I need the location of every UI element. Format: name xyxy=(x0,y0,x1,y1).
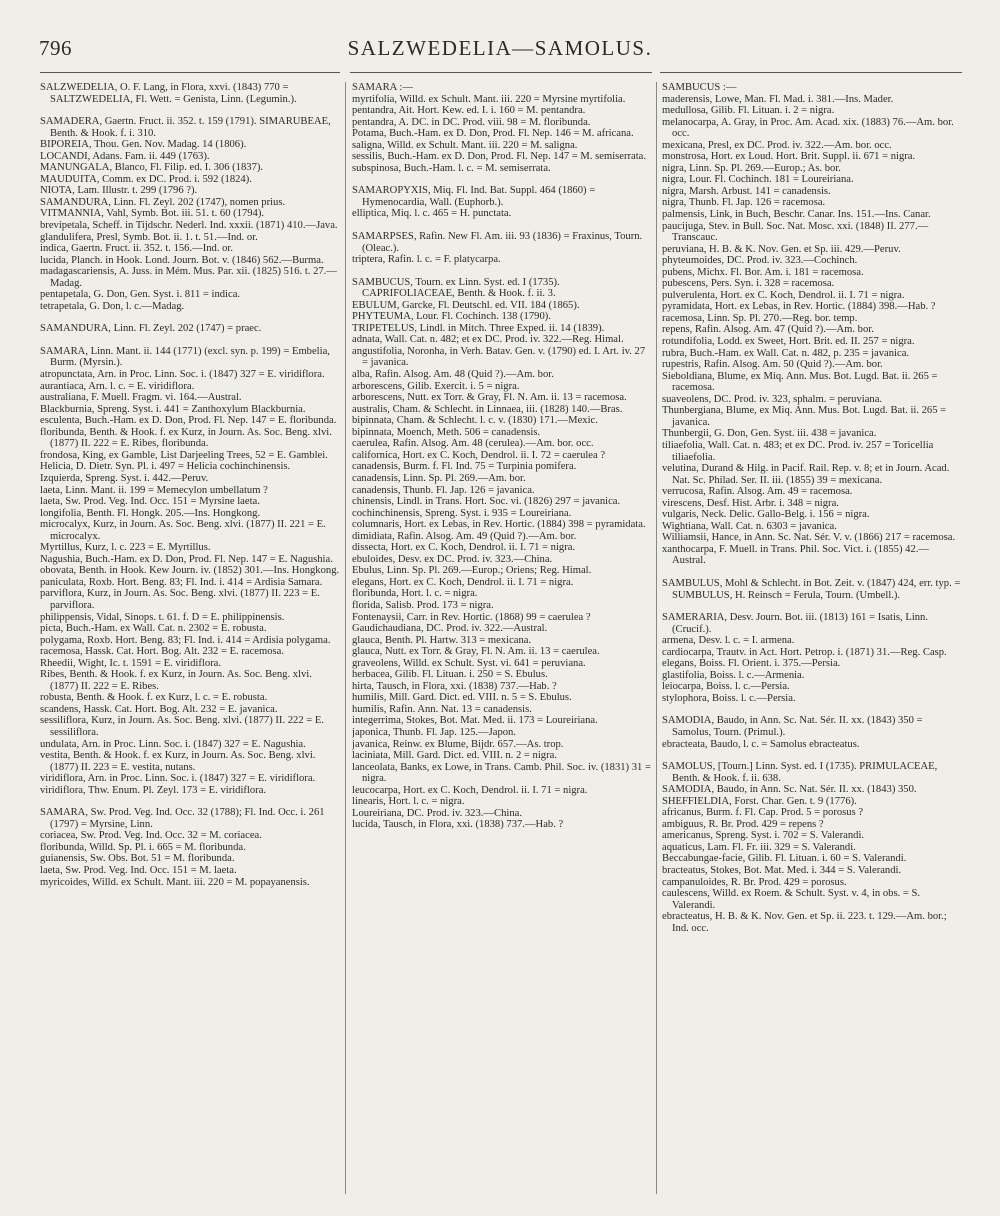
entry-line: indica, Gaertn. Fruct. ii. 352. t. 156.—Ind. or. xyxy=(40,243,234,255)
entry-line: palmensis, Link, in Buch, Beschr. Canar. Ins. 151.—Ins. Canar. xyxy=(662,209,931,221)
entry-line: EBULUM, Garcke, Fl. Deutschl. ed. VII. 184 (1865). xyxy=(352,299,580,311)
entry-line: paucijuga, Stev. in Bull. Soc. Nat. Mosc. xxi. (1848) II. 277.—Transcauc. xyxy=(662,220,929,244)
entry-line: picta, Buch.-Ham. ex Wall. Cat. n. 2302 = E. robusta. xyxy=(40,623,267,635)
entry-line: pentapetala, G. Don, Gen. Syst. i. 811 = indica. xyxy=(40,289,241,301)
entry-line: Izquierda, Spreng. Syst. i. 442.—Peruv. xyxy=(40,472,209,484)
entry-headword-line: SAMBUCUS :— xyxy=(662,82,737,93)
entry-line: bipinnata, Moench, Meth. 506 = canadensis. xyxy=(352,426,541,438)
entry-line: obovata, Benth. in Hook. Kew Journ. iv. (1852) 301.—Ins. Hongkong. xyxy=(40,565,340,577)
entry-headword-line: SAMERARIA, Desv. Journ. Bot. iii. (1813) 161 = Isatis, Linn. (Crucif.). xyxy=(662,612,929,635)
entry-line: australiana, F. Muell. Fragm. vi. 164.—Austral. xyxy=(40,392,242,404)
entry-line: Rheedii, Wight, Ic. t. 1591 = E. viridiflora. xyxy=(40,657,221,669)
entry-headword-line: SAMANDURA, Linn. Fl. Zeyl. 202 (1747) = praec. xyxy=(40,323,262,335)
entry-line: canadensis, Linn. Sp. Pl. 269.—Am. bor. xyxy=(352,472,526,484)
entry-line: lucida, Planch. in Hook. Lond. Journ. Bot. v. (1846) 562.—Burma. xyxy=(40,254,324,266)
entry-line: Nagushia, Buch.-Ham. ex D. Don, Prod. Fl. Nep. 147 = E. Nagushia. xyxy=(40,553,333,565)
entry-line: Wightiana, Wall. Cat. n. 6303 = javanica. xyxy=(662,520,837,532)
entry-line: javanica, Reinw. ex Blume, Bijdr. 657.—As. trop. xyxy=(352,738,564,750)
dictionary-entry xyxy=(662,82,962,567)
dictionary-entry xyxy=(40,323,340,335)
entry-line: nigra, Linn. Sp. Pl. 269.—Europ.; As. bor. xyxy=(662,162,841,174)
entry-line: arborescens, Nutt. ex Torr. & Gray, Fl. N. Am. ii. 13 = racemosa. xyxy=(352,392,627,404)
entry-line: stylophora, Boiss. l. c.—Persia. xyxy=(662,692,796,704)
entry-line: herbacea, Gilib. Fl. Lituan. i. 250 = S. Ebulus. xyxy=(352,669,548,681)
entry-line: Helicia, D. Dietr. Syn. Pl. i. 497 = Helicia cochinchinensis. xyxy=(40,461,291,473)
entry-line: velutina, Durand & Hilg. in Pacif. Rail. Rep. v. 8; et in Journ. Acad. Nat. Sc. Philad. Ser. II. iii. (1855) 39 = mexicana. xyxy=(662,463,950,486)
entry-line: humilis, Rafin. Ann. Nat. 13 = canadensis. xyxy=(352,703,532,715)
entry-line: elliptica, Miq. l. c. 465 = H. punctata. xyxy=(352,208,512,220)
entry-line: pubens, Michx. Fl. Bor. Am. i. 181 = racemosa. xyxy=(662,266,864,278)
text-column-right xyxy=(662,82,962,1202)
entry-line: californica, Hort. ex C. Koch, Dendrol. ii. I. 72 = caerulea ? xyxy=(352,449,606,461)
entry-headword-line: SAMBUCUS, Tourn. ex Linn. Syst. ed. I (1735). CAPRIFOLIACEAE, Benth. & Hook. f. ii. 3. xyxy=(352,276,560,300)
entry-headword-line: SALZWEDELIA, O. F. Lang, in Flora, xxvi. (1843) 770 = SALTZWEDELIA, Fl. Wett. = Genista, Linn. (Legumin.). xyxy=(40,82,297,105)
entry-line: polygama, Roxb. Hort. Beng. 83; Fl. Ind. i. 414 = Ardisia polygama. xyxy=(40,634,331,646)
entry-line: coriacea, Sw. Prod. Veg. Ind. Occ. 32 = M. coriacea. xyxy=(40,830,262,842)
entry-line: Thunbergiana, Blume, ex Miq. Ann. Mus. Bot. Lugd. Bat. ii. 265 = javanica. xyxy=(662,405,947,428)
entry-line: Blackburnia, Spreng. Syst. i. 441 = Zanthoxylum Blackburnia. xyxy=(40,403,306,415)
entry-line: tetrapetala, G. Don, l. c.—Madag. xyxy=(40,300,185,312)
entry-line: glastifolia, Boiss. l. c.—Armenia. xyxy=(662,669,805,681)
entry-line: SHEFFIELDIA, Forst. Char. Gen. t. 9 (1776). xyxy=(662,795,857,807)
entry-line: glandulifera, Presl, Symb. Bot. ii. 1. t. 51.—Ind. or. xyxy=(40,231,258,243)
entry-line: Potama, Buch.-Ham. ex D. Don, Prod. Fl. Nep. 146 = M. africana. xyxy=(352,128,634,140)
entry-headword-line: SAMARA, Sw. Prod. Veg. Ind. Occ. 32 (1788); Fl. Ind. Occ. i. 261 (1797) = Myrsine, Linn. xyxy=(40,807,325,830)
entry-line: ebracteata, Baudo, l. c. = Samolus ebracteatus. xyxy=(662,738,860,750)
entry-line: vestita, Benth. & Hook. f. ex Kurz, in Journ. As. Soc. Beng. xlvi. (1877) II. 223 = E. vestita, nutans. xyxy=(40,750,316,773)
entry-line: lucida, Tausch, in Flora, xxi. (1838) 737.—Hab. ? xyxy=(352,819,564,831)
entry-line: suaveolens, DC. Prod. iv. 323, sphalm. = peruviana. xyxy=(662,393,883,405)
entry-line: graveolens, Willd. ex Schult. Syst. vi. 641 = peruviana. xyxy=(352,657,586,669)
entry-line: MANUNGALA, Blanco, Fl. Filip. ed. I. 306 (1837). xyxy=(40,162,264,174)
entry-line: medullosa, Gilib. Fl. Lituan. i. 2 = nigra. xyxy=(662,105,835,117)
entry-line: subspinosa, Buch.-Ham. l. c. = M. semiserrata. xyxy=(352,162,551,174)
dictionary-entry xyxy=(352,277,652,831)
entry-line: racemosa, Hassk. Cat. Hort. Bog. Alt. 232 = E. racemosa. xyxy=(40,646,284,658)
entry-line: LOCANDI, Adans. Fam. ii. 449 (1763). xyxy=(40,150,210,162)
entry-line: viridiflora, Arn. in Proc. Linn. Soc. i. (1847) 327 = E. viridiflora. xyxy=(40,773,316,785)
column-divider-2 xyxy=(656,82,657,1194)
entry-line: triptera, Rafin. l. c. = F. platycarpa. xyxy=(352,254,501,266)
entry-line: pubescens, Pers. Syn. i. 328 = racemosa. xyxy=(662,278,835,290)
entry-line: brevipetala, Scheff. in Tijdschr. Nederl. Ind. xxxii. (1871) 410.—Java. xyxy=(40,220,338,232)
entry-headword-line: SAMBULUS, Mohl & Schlecht. in Bot. Zeit. v. (1847) 424, err. typ. = SUMBULUS, H. Reinsch = Ferula, Tourn. (Umbell.). xyxy=(662,577,961,601)
entry-line: japonica, Thunb. Fl. Jap. 125.—Japon. xyxy=(352,726,516,738)
entry-line: parviflora, Kurz, in Journ. As. Soc. Beng. xlvi. (1877) II. 223 = E. parviflora. xyxy=(40,588,320,611)
page-title: SALZWEDELIA—SAMOLUS. xyxy=(347,36,653,60)
entry-line: laciniata, Mill. Gard. Dict. ed. VIII. n. 2 = nigra. xyxy=(352,750,557,762)
entry-line: SAMODIA, Baudo, in Ann. Sc. Nat. Sér. II. xx. (1843) 350. xyxy=(662,784,917,796)
entry-line: florida, Salisb. Prod. 173 = nigra. xyxy=(352,599,494,611)
entry-line: microcalyx, Kurz, in Journ. As. Soc. Beng. xlvi. (1877) II. 221 = E. microcalyx. xyxy=(40,519,326,542)
entry-line: rubra, Buch.-Ham. ex Wall. Cat. n. 482, p. 235 = javanica. xyxy=(662,347,910,359)
entry-line: TRIPETELUS, Lindl. in Mitch. Three Exped. ii. 14 (1839). xyxy=(352,322,605,334)
entry-line: pulverulenta, Hort. ex C. Koch, Dendrol. ii. I. 71 = nigra. xyxy=(662,289,905,301)
entry-line: campanuloides, R. Br. Prod. 429 = porosus. xyxy=(662,876,847,888)
entry-line: aurantiaca, Arn. l. c. = E. viridiflora. xyxy=(40,380,195,392)
dictionary-entry xyxy=(352,231,652,266)
entry-line: peruviana, H. B. & K. Nov. Gen. et Sp. iii. 429.—Peruv. xyxy=(662,243,901,255)
entry-line: glauca, Nutt. ex Torr. & Gray, Fl. N. Am. ii. 13 = caerulea. xyxy=(352,646,600,658)
entry-line: SAMANDURA, Linn. Fl. Zeyl. 202 (1747), nomen prius. xyxy=(40,196,286,208)
entry-line: aquaticus, Lam. Fl. Fr. iii. 329 = S. Valerandi. xyxy=(662,841,856,853)
entry-line: verrucosa, Rafin. Alsog. Am. 49 = racemosa. xyxy=(662,486,853,498)
entry-line: elegans, Boiss. Fl. Orient. i. 375.—Persia. xyxy=(662,658,841,670)
entry-line: caerulea, Rafin. Alsog. Am. 48 (cerulea).—Am. bor. occ. xyxy=(352,438,594,450)
entry-line: laeta, Sw. Prod. Veg. Ind. Occ. 151 = Myrsine laeta. xyxy=(40,496,260,508)
entry-line: VITMANNIA, Vahl, Symb. Bot. iii. 51. t. 60 (1794). xyxy=(40,208,265,220)
entry-line: myrtifolia, Willd. ex Schult. Mant. iii. 220 = Myrsine myrtifolia. xyxy=(352,93,626,105)
entry-line: africanus, Burm. f. Fl. Cap. Prod. 5 = porosus ? xyxy=(662,807,864,819)
dictionary-entry xyxy=(662,715,962,750)
entry-line: laeta, Sw. Prod. Veg. Ind. Occ. 151 = M. laeta. xyxy=(40,865,237,876)
entry-line: americanus, Spreng. Syst. i. 702 = S. Valerandi. xyxy=(662,830,865,842)
entry-line: viridiflora, Thw. Enum. Pl. Zeyl. 173 = E. viridiflora. xyxy=(40,784,267,796)
entry-line: leiocarpa, Boiss. l. c.—Persia. xyxy=(662,681,790,693)
entry-line: dissecta, Hort. ex C. Koch, Dendrol. ii. I. 71 = nigra. xyxy=(352,542,576,554)
entry-line: undulata, Arn. in Proc. Linn. Soc. i. (1847) 327 = E. Nagushia. xyxy=(40,738,306,750)
entry-line: glauca, Benth. Pl. Hartw. 313 = mexicana. xyxy=(352,634,532,646)
dictionary-entry xyxy=(662,612,962,704)
entry-line: canadensis, Burm. f. Fl. Ind. 75 = Turpinia pomifera. xyxy=(352,461,577,473)
entry-line: tiliaefolia, Wall. Cat. n. 483; et ex DC. Prod. iv. 257 = Toricellia tiliaefolia. xyxy=(662,439,934,463)
entry-line: angustifolia, Noronha, in Verh. Batav. Gen. v. (1790) ed. I. Art. iv. 27 = javanica. xyxy=(352,345,646,369)
entry-headword-line: SAMOLUS, [Tourn.] Linn. Syst. ed. I (1735). PRIMULACEAE, Benth. & Hook. f. ii. 638. xyxy=(662,761,938,784)
entry-line: monstrosa, Hort. ex Loud. Hort. Brit. Suppl. ii. 671 = nigra. xyxy=(662,151,916,163)
entry-line: mexicana, Presl, ex DC. Prod. iv. 322.—Am. bor. occ. xyxy=(662,139,892,151)
entry-line: australis, Cham. & Schlecht. in Linnaea, iii. (1828) 140.—Bras. xyxy=(352,403,623,415)
entry-headword-line: SAMARPSES, Rafin. New Fl. Am. iii. 93 (1836) = Fraxinus, Tourn. (Oleac.). xyxy=(352,231,643,254)
entry-headword-line: SAMARA :— xyxy=(352,82,413,93)
entry-line: nigra, Marsh. Arbust. 141 = canadensis. xyxy=(662,185,831,197)
entry-line: adnata, Wall. Cat. n. 482; et ex DC. Prod. iv. 322.—Reg. Himal. xyxy=(352,334,624,346)
entry-line: rupestris, Rafin. Alsog. Am. 50 (Quid ?).—Am. bor. xyxy=(662,359,883,371)
entry-line: ebuloides, Desv. ex DC. Prod. iv. 323.—China. xyxy=(352,553,553,565)
header-rule-right xyxy=(660,72,962,73)
dictionary-entry xyxy=(40,346,340,796)
entry-line: integerrima, Stokes, Bot. Mat. Med. ii. 173 = Loureiriana. xyxy=(352,715,598,727)
entry-line: armena, Desv. l. c. = I. armena. xyxy=(662,635,795,647)
entry-line: caulescens, Willd. ex Roem. & Schult. Syst. v. 4, in obs. = S. Valerandi. xyxy=(662,888,921,911)
entry-line: saligna, Willd. ex Schult. Mant. iii. 220 = M. saligna. xyxy=(352,139,578,151)
entry-line: BIPOREIA, Thou. Gen. Nov. Madag. 14 (1806). xyxy=(40,139,247,151)
entry-line: robusta, Benth. & Hook. f. ex Kurz, l. c. = E. robusta. xyxy=(40,692,268,704)
entry-line: cardiocarpa, Trautv. in Act. Hort. Petrop. i. (1871) 31.—Reg. Casp. xyxy=(662,646,947,658)
entry-line: Williamsii, Hance, in Ann. Sc. Nat. Sér. V. v. (1866) 217 = racemosa. xyxy=(662,532,956,544)
entry-line: vulgaris, Neck. Delic. Gallo-Belg. i. 156 = nigra. xyxy=(662,509,870,521)
entry-line: rotundifolia, Lodd. ex Sweet, Hort. Brit. ed. II. 257 = nigra. xyxy=(662,336,915,348)
dictionary-entry xyxy=(40,807,340,888)
entry-line: frondosa, King, ex Gamble, List Darjeeling Trees, 52 = E. Gamblei. xyxy=(40,449,328,461)
entry-line: phyteumoides, DC. Prod. iv. 323.—Cochinch. xyxy=(662,255,858,267)
entry-line: racemosa, Linn. Sp. Pl. 270.—Reg. bor. temp. xyxy=(662,312,858,324)
entry-line: virescens, Desf. Hist. Arbr. i. 348 = nigra. xyxy=(662,497,839,509)
entry-line: Fontenaysii, Carr. in Rev. Hortic. (1868) 99 = caerulea ? xyxy=(352,611,591,623)
entry-line: laeta, Linn. Mant. ii. 199 = Memecylon umbellatum ? xyxy=(40,484,268,496)
entry-line: chinensis, Lindl. in Trans. Hort. Soc. vi. (1826) 297 = javanica. xyxy=(352,496,621,508)
entry-line: sessiliflora, Kurz, in Journ. As. Soc. Beng. xlvi. (1877) II. 222 = E. sessiliflora. xyxy=(40,715,325,738)
dictionary-entry xyxy=(352,185,652,220)
entry-line: ambiguus, R. Br. Prod. 429 = repens ? xyxy=(662,818,824,830)
entry-line: hirta, Tausch, in Flora, xxi. (1838) 737.—Hab. ? xyxy=(352,680,557,692)
entry-line: lanceolata, Banks, ex Lowe, in Trans. Camb. Phil. Soc. iv. (1831) 31 = nigra. xyxy=(352,761,651,785)
entry-line: floribunda, Benth. & Hook. f. ex Kurz, in Journ. As. Soc. Beng. xlvi. (1877) II. 222 = E. Ribes, floribunda. xyxy=(40,426,332,450)
entry-line: columnaris, Hort. ex Lebas, in Rev. Hortic. (1884) 398 = pyramidata. xyxy=(352,519,646,531)
entry-line: floribunda, Hort. l. c. = nigra. xyxy=(352,588,478,600)
dictionary-entry xyxy=(40,116,340,312)
entry-line: MAUDUITA, Comm. ex DC. Prod. i. 592 (1824). xyxy=(40,173,252,185)
page-number: 796 xyxy=(39,36,72,60)
entry-line: repens, Rafin. Alsog. Am. 47 (Quid ?).—Am. bor. xyxy=(662,324,874,336)
entry-line: Beccabungae-facie, Gilib. Fl. Lituan. i. 60 = S. Valerandi. xyxy=(662,853,907,865)
entry-line: maderensis, Lowe, Man. Fl. Mad. i. 381.—Ins. Mader. xyxy=(662,93,894,105)
entry-line: xanthocarpa, F. Muell. in Trans. Phil. Soc. Vict. i. (1855) 42.—Austral. xyxy=(662,543,929,567)
entry-line: Gaudichaudiana, DC. Prod. iv. 322.—Austral. xyxy=(352,623,548,635)
entry-line: cochinchinensis, Spreng. Syst. i. 935 = Loureiriana. xyxy=(352,507,572,519)
entry-line: bracteatus, Stokes, Bot. Mat. Med. i. 344 = S. Valerandi. xyxy=(662,865,902,876)
entry-line: leucocarpa, Hort. ex C. Koch, Dendrol. ii. I. 71 = nigra. xyxy=(352,784,588,796)
entry-line: pyramidata, Hort. ex Lebas, in Rev. Hortic. (1884) 398.—Hab. ? xyxy=(662,301,936,313)
entry-line: bipinnata, Cham. & Schlecht. l. c. v. (1830) 171.—Mexic. xyxy=(352,415,598,427)
entry-line: nigra, Lour. Fl. Cochinch. 181 = Loureiriana. xyxy=(662,174,854,186)
entry-line: atropunctata, Arn. in Proc. Linn. Soc. i. (1847) 327 = E. viridiflora. xyxy=(40,369,325,381)
entry-line: linearis, Hort. l. c. = nigra. xyxy=(352,796,465,808)
dictionary-entry xyxy=(662,761,962,934)
dictionary-entry xyxy=(352,82,652,174)
entry-headword-line: SAMARA, Linn. Mant. ii. 144 (1771) (excl. syn. p. 199) = Embelia, Burm. (Myrsin.). xyxy=(40,345,330,369)
entry-line: nigra, Thunb. Fl. Jap. 126 = racemosa. xyxy=(662,197,826,209)
dictionary-entry xyxy=(662,578,962,601)
entry-line: floribunda, Willd. Sp. Pl. i. 665 = M. floribunda. xyxy=(40,841,246,853)
entry-line: melanocarpa, A. Gray, in Proc. Am. Acad. xix. (1883) 76.—Am. bor. occ. xyxy=(662,116,954,140)
entry-line: humilis, Mill. Gard. Dict. ed. VIII. n. 5 = S. Ebulus. xyxy=(352,692,572,704)
entry-line: arborescens, Gilib. Exercit. i. 5 = nigra. xyxy=(352,380,520,392)
entry-line: Ebulus, Linn. Sp. Pl. 269.—Europ.; Oriens; Reg. Himal. xyxy=(352,565,592,577)
page-header xyxy=(0,36,1000,76)
entry-headword-line: SAMAROPYXIS, Miq. Fl. Ind. Bat. Suppl. 464 (1860) = Hymenocardia, Wall. (Euphorb.). xyxy=(352,185,596,208)
entry-line: elegans, Hort. ex C. Koch, Dendrol. ii. I. 71 = nigra. xyxy=(352,576,574,588)
entry-line: longifolia, Benth. Fl. Hongk. 205.—Ins. Hongkong. xyxy=(40,507,261,519)
entry-line: myricoides, Willd. ex Schult. Mant. iii. 220 = M. popayanensis. xyxy=(40,876,310,888)
entry-line: pentandra, Ait. Hort. Kew. ed. I. i. 160 = M. pentandra. xyxy=(352,105,586,117)
entry-line: Loureiriana, DC. Prod. iv. 323.—China. xyxy=(352,807,522,819)
entry-line: Ribes, Benth. & Hook. f. ex Kurz, in Journ. As. Soc. Beng. xlvi. (1877) II. 222 = E. Ribes. xyxy=(40,669,312,692)
entry-line: sessilis, Buch.-Ham. ex D. Don, Prod. Fl. Nep. 147 = M. semiserrata. xyxy=(352,151,647,163)
entry-headword-line: SAMODIA, Baudo, in Ann. Sc. Nat. Sér. II. xx. (1843) 350 = Samolus, Tourn. (Primul.). xyxy=(662,715,923,738)
entry-line: Sieboldiana, Blume, ex Miq. Ann. Mus. Bot. Lugd. Bat. ii. 265 = racemosa. xyxy=(662,370,938,394)
dictionary-entry xyxy=(40,82,340,105)
column-divider-1 xyxy=(345,82,346,1194)
entry-line: alba, Rafin. Alsog. Am. 48 (Quid ?).—Am. bor. xyxy=(352,369,554,381)
text-column-left xyxy=(40,82,340,1202)
text-column-middle xyxy=(352,82,652,1202)
entry-line: PHYTEUMA, Lour. Fl. Cochinch. 138 (1790). xyxy=(352,311,551,323)
header-rule-middle xyxy=(350,72,652,73)
entry-line: NIOTA, Lam. Illustr. t. 299 (1796 ?). xyxy=(40,185,198,197)
entry-line: pentandra, A. DC. in DC. Prod. viii. 98 = M. floribunda. xyxy=(352,116,591,128)
entry-line: madagascariensis, A. Juss. in Mém. Mus. Par. xii. (1825) 516. t. 27.—Madag. xyxy=(40,266,337,289)
entry-line: esculenta, Buch.-Ham. ex D. Don, Prod. Fl. Nep. 147 = E. floribunda. xyxy=(40,415,337,427)
entry-line: scandens, Hassk. Cat. Hort. Bog. Alt. 232 = E. javanica. xyxy=(40,703,278,715)
entry-line: philippensis, Vidal, Sinops. t. 61. f. D = E. philippinensis. xyxy=(40,611,285,623)
entry-line: guianensis, Sw. Obs. Bot. 51 = M. floribunda. xyxy=(40,853,235,865)
entry-line: canadensis, Thunb. Fl. Jap. 126 = javanica. xyxy=(352,484,535,496)
entry-line: Thunbergii, G. Don, Gen. Syst. iii. 438 = javanica. xyxy=(662,428,877,440)
header-rule-left xyxy=(40,72,340,73)
entry-line: Myrtillus, Kurz, l. c. 223 = E. Myrtillus. xyxy=(40,542,211,554)
entry-headword-line: SAMADERA, Gaertn. Fruct. ii. 352. t. 159 (1791). SIMARUBEAE, Benth. & Hook. f. i. 310. xyxy=(40,116,331,139)
entry-line: dimidiata, Rafin. Alsog. Am. 49 (Quid ?).—Am. bor. xyxy=(352,530,577,542)
entry-line: ebracteatus, H. B. & K. Nov. Gen. et Sp. ii. 223. t. 129.—Am. bor.; Ind. occ. xyxy=(662,911,947,934)
entry-line: paniculata, Roxb. Hort. Beng. 83; Fl. Ind. i. 414 = Ardisia Samara. xyxy=(40,576,323,588)
